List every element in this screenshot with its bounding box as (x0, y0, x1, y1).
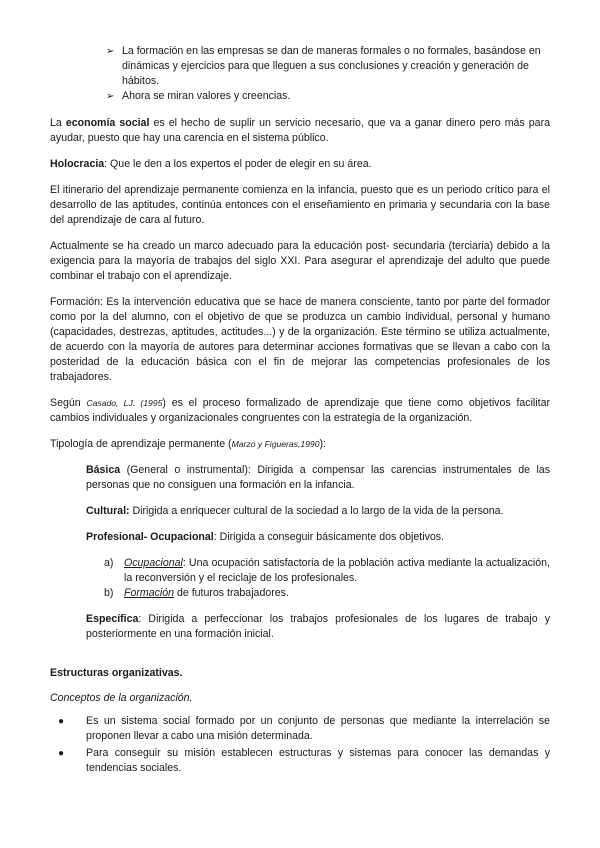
type-basica (50, 463, 550, 493)
term: Específica (86, 613, 139, 625)
text: : Dirigida a perfeccionar los trabajos profesionales de los lugares de trabajo y posteriormente en una formación inicial. (86, 613, 550, 640)
list-item-text: Es un sistema social formado por un conjunto de personas que mediante la interrelación se proponen llevar a cabo una misión determinada. (86, 715, 550, 742)
arrow-bullet-icon: ➢ (106, 91, 115, 102)
itinerario-paragraph: El itinerario del aprendizaje permanente comienza en la infancia, puesto que es un periodo crítico para el desarrollo de las aptitudes, continúa entonces con el enseñamiento en primaria y secundaria con la base del aprendizaje de cara al futuro. (50, 184, 550, 226)
document-page (50, 44, 550, 778)
text: La (50, 117, 66, 129)
citation: Marzo y Figueras,1990 (231, 439, 320, 449)
list-item-text: Para conseguir su misión establecen estructuras y sistemas para conocer las demandas y tendencias sociales. (86, 747, 550, 774)
actualmente-paragraph: Actualmente se ha creado un marco adecuado para la educación post- secundaria (terciaria) debido a la exigencia para la mayoría de trabajos del siglo XXI. Para asegurar el aprendizaje del adulto que puede combinar el trabajo con el aprendizaje. (50, 240, 550, 282)
formacion-paragraph: Formación: Es la intervención educativa que se hace de manera consciente, tanto por parte del formador como por la del alumno, con el objetivo de que se produzca un cambio individual, personal y humano (capacidades, destrezas, aptitudes, actitudes...) y de la organización. Este término se utiliza actualmente, de acuerdo con la mayoría de autores para determinar acciones formativas que se llevan a cabo con la posteridad de la educación básica con el fin de mejorar las competencias profesionales de los trabajadores. (50, 296, 550, 383)
list-item (50, 556, 550, 586)
text: : Dirigida a conseguir básicamente dos objetivos. (213, 531, 444, 543)
text: de futuros trabajadores. (174, 587, 289, 599)
term: Ocupacional (124, 557, 183, 569)
text: : Una ocupación satisfactoria de la población activa mediante la actualización, la reconversión y el reciclaje de los profesionales. (124, 557, 550, 584)
citation: Casado, LJ. (1995 (86, 398, 163, 408)
term: economía social (65, 117, 150, 129)
text: Dirigida a enriquecer cultural de la sociedad a lo largo de la vida de la persona. (129, 505, 504, 517)
term: Básica (86, 464, 121, 476)
bullet-list (50, 714, 550, 776)
section-subheading: Conceptos de la organización. (50, 692, 193, 704)
arrow-bullet-icon: ➢ (106, 46, 115, 57)
bullet-icon: ● (58, 716, 65, 727)
type-cultural (50, 504, 550, 519)
term: Cultural: (86, 505, 130, 517)
list-item (50, 746, 550, 776)
bullet-icon: ● (58, 748, 65, 759)
list-marker: a) (104, 557, 114, 569)
text: Tipología de aprendizaje permanente ( (50, 438, 232, 450)
segun-paragraph (50, 396, 550, 426)
alpha-list (50, 556, 550, 601)
text: (General o instrumental): Dirigida a compensar las carencias instrumentales de las personas que no consiguen una formación en la infancia. (86, 464, 550, 491)
arrow-list (50, 44, 550, 104)
text: ) es el proceso formalizado de aprendizaje que tiene como objetivos facilitar cambios individuales y organizacionales congruentes con la estrategia de la organización. (50, 397, 551, 424)
list-item (50, 89, 550, 104)
term: Profesional- Ocupacional (86, 531, 214, 543)
list-item-text: La formación en las empresas se dan de maneras formales o no formales, basándose en dinámicas y ejercicios para que lleguen a sus conclusiones y creación y generación de hábitos. (122, 45, 541, 87)
list-item-text: Ahora se miran valores y creencias. (122, 90, 291, 102)
section-heading: Estructuras organizativas. (50, 667, 183, 679)
term: Holocracia (50, 158, 105, 170)
economia-social-paragraph (50, 116, 550, 146)
list-marker: b) (104, 587, 114, 599)
tipologia-paragraph (50, 437, 550, 452)
type-profesional (50, 530, 550, 545)
list-item (50, 714, 550, 744)
text: ): (319, 438, 326, 450)
type-especifica (50, 612, 550, 642)
text: : Que le den a los expertos el poder de elegir en su área. (104, 158, 372, 170)
term: Formación (124, 587, 175, 599)
list-item (50, 44, 550, 89)
list-item (50, 586, 550, 601)
text: es el hecho de suplir un servicio necesario, que va a ganar dinero pero más para ayudar, puesto que hay una carencia en el sistema público. (50, 117, 550, 144)
holocracia-paragraph (50, 157, 550, 172)
text: Según (50, 397, 87, 409)
